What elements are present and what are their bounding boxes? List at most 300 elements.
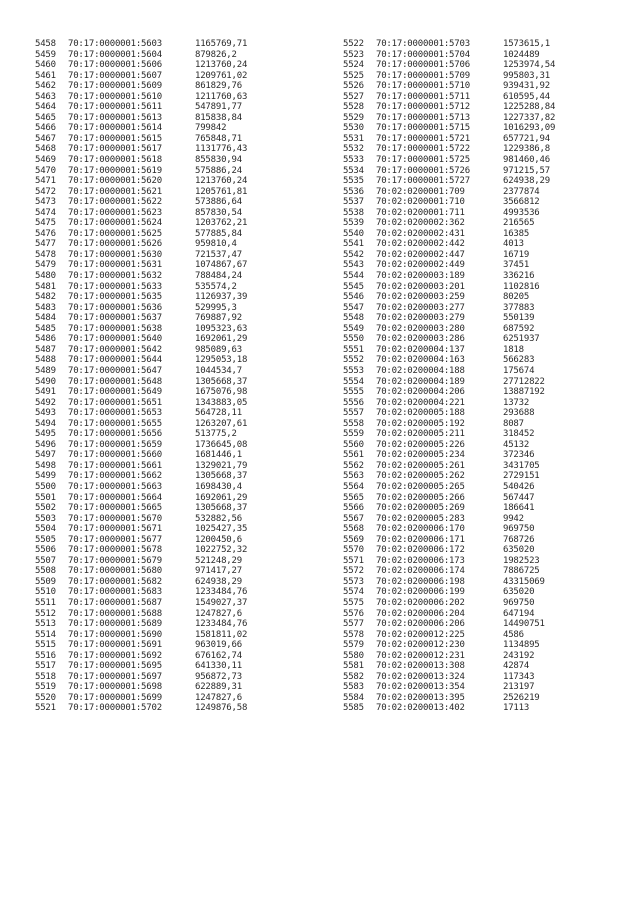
cadastral-number: 70:02:0200002:431 xyxy=(376,228,465,239)
cadastral-number: 70:17:0000001:5619 xyxy=(68,165,162,176)
table-row xyxy=(343,514,555,525)
table-row xyxy=(343,239,555,250)
table-row xyxy=(343,661,555,672)
right-column xyxy=(343,39,555,714)
table-row xyxy=(343,123,555,134)
cadastral-number: 70:17:0000001:5727 xyxy=(376,176,470,187)
table-row xyxy=(343,524,555,535)
cadastral-number: 70:02:0200013:402 xyxy=(376,703,465,714)
cadastral-value: 318452 xyxy=(503,429,535,440)
table-row xyxy=(35,292,247,303)
row-number: 5499 xyxy=(35,471,56,482)
row-number: 5497 xyxy=(35,450,56,461)
row-number: 5459 xyxy=(35,49,56,60)
cadastral-number: 70:17:0000001:5687 xyxy=(68,597,162,608)
cadastral-number: 70:02:0200003:277 xyxy=(376,302,465,313)
row-number: 5522 xyxy=(343,39,364,49)
table-row xyxy=(343,429,555,440)
table-row xyxy=(35,166,247,177)
table-row xyxy=(35,577,247,588)
row-number: 5572 xyxy=(343,566,364,577)
cadastral-number: 70:17:0000001:5661 xyxy=(68,460,162,471)
table-row xyxy=(35,102,247,113)
table-row xyxy=(35,640,247,651)
table-row xyxy=(35,693,247,704)
cadastral-value: 577885,84 xyxy=(195,228,242,239)
cadastral-value: 186641 xyxy=(503,503,535,514)
table-row xyxy=(343,134,555,145)
table-row xyxy=(35,630,247,641)
row-number: 5580 xyxy=(343,650,364,661)
row-number: 5508 xyxy=(35,566,56,577)
cadastral-number: 70:17:0000001:5632 xyxy=(68,271,162,282)
table-row xyxy=(343,440,555,451)
row-number: 5562 xyxy=(343,460,364,471)
table-row xyxy=(343,598,555,609)
row-number: 5490 xyxy=(35,376,56,387)
cadastral-number: 70:02:0200003:189 xyxy=(376,271,465,282)
cadastral-value: 175674 xyxy=(503,365,535,376)
cadastral-number: 70:02:0200004:188 xyxy=(376,365,465,376)
table-row xyxy=(343,187,555,198)
table-row xyxy=(35,113,247,124)
table-row xyxy=(35,619,247,630)
cadastral-number: 70:02:0200002:362 xyxy=(376,218,465,229)
cadastral-value: 13732 xyxy=(503,397,530,408)
cadastral-number: 70:17:0000001:5677 xyxy=(68,534,162,545)
cadastral-number: 70:17:0000001:5635 xyxy=(68,292,162,303)
cadastral-value: 243192 xyxy=(503,650,535,661)
cadastral-number: 70:17:0000001:5689 xyxy=(68,619,162,630)
cadastral-value: 1200450,6 xyxy=(195,534,242,545)
row-number: 5489 xyxy=(35,365,56,376)
cadastral-value: 1211760,63 xyxy=(195,91,248,102)
table-row xyxy=(343,260,555,271)
cadastral-value: 42874 xyxy=(503,661,530,672)
table-row xyxy=(35,345,247,356)
cadastral-number: 70:17:0000001:5606 xyxy=(68,60,162,71)
row-number: 5498 xyxy=(35,460,56,471)
row-number: 5564 xyxy=(343,481,364,492)
cadastral-number: 70:17:0000001:5610 xyxy=(68,91,162,102)
cadastral-value: 3431705 xyxy=(503,460,540,471)
cadastral-number: 70:17:0000001:5659 xyxy=(68,439,162,450)
cadastral-number: 70:02:0200013:308 xyxy=(376,661,465,672)
row-number: 5461 xyxy=(35,70,56,81)
cadastral-value: 4586 xyxy=(503,629,524,640)
table-row xyxy=(343,419,555,430)
cadastral-number: 70:17:0000001:5640 xyxy=(68,334,162,345)
cadastral-value: 1131776,43 xyxy=(195,144,248,155)
cadastral-number: 70:17:0000001:5633 xyxy=(68,281,162,292)
cadastral-value: 1213760,24 xyxy=(195,60,248,71)
cadastral-number: 70:17:0000001:5715 xyxy=(376,123,470,134)
cadastral-value: 1213760,24 xyxy=(195,176,248,187)
cadastral-number: 70:17:0000001:5603 xyxy=(68,39,162,49)
cadastral-value: 13887192 xyxy=(503,387,545,398)
row-number: 5475 xyxy=(35,218,56,229)
cadastral-value: 1698430,4 xyxy=(195,481,242,492)
row-number: 5533 xyxy=(343,155,364,166)
table-row xyxy=(35,398,247,409)
cadastral-number: 70:02:0200006:171 xyxy=(376,534,465,545)
cadastral-value: 721537,47 xyxy=(195,249,242,260)
row-number: 5495 xyxy=(35,429,56,440)
cadastral-value: 879826,2 xyxy=(195,49,237,60)
table-row xyxy=(343,334,555,345)
row-number: 5469 xyxy=(35,155,56,166)
cadastral-number: 70:17:0000001:5695 xyxy=(68,661,162,672)
row-number: 5493 xyxy=(35,408,56,419)
cadastral-value: 540426 xyxy=(503,481,535,492)
row-number: 5509 xyxy=(35,576,56,587)
cadastral-number: 70:02:0200004:137 xyxy=(376,344,465,355)
cadastral-value: 547891,77 xyxy=(195,102,242,113)
row-number: 5472 xyxy=(35,186,56,197)
row-number: 5466 xyxy=(35,123,56,134)
row-number: 5555 xyxy=(343,387,364,398)
table-row xyxy=(35,419,247,430)
cadastral-number: 70:02:0200005:226 xyxy=(376,439,465,450)
row-number: 5551 xyxy=(343,344,364,355)
cadastral-value: 17113 xyxy=(503,703,530,714)
table-row xyxy=(343,535,555,546)
table-row xyxy=(35,493,247,504)
row-number: 5545 xyxy=(343,281,364,292)
cadastral-value: 1247827,6 xyxy=(195,608,242,619)
table-row xyxy=(35,208,247,219)
row-number: 5574 xyxy=(343,587,364,598)
table-row xyxy=(35,81,247,92)
row-number: 5549 xyxy=(343,323,364,334)
cadastral-number: 70:17:0000001:5622 xyxy=(68,197,162,208)
cadastral-value: 857830,54 xyxy=(195,207,242,218)
cadastral-value: 676162,74 xyxy=(195,650,242,661)
table-row xyxy=(35,609,247,620)
table-row xyxy=(343,366,555,377)
cadastral-value: 956872,73 xyxy=(195,671,242,682)
row-number: 5511 xyxy=(35,597,56,608)
table-row xyxy=(35,556,247,567)
table-row xyxy=(343,303,555,314)
table-row xyxy=(343,218,555,229)
cadastral-number: 70:17:0000001:5709 xyxy=(376,70,470,81)
cadastral-number: 70:17:0000001:5611 xyxy=(68,102,162,113)
cadastral-number: 70:02:0200004:163 xyxy=(376,355,465,366)
table-row xyxy=(35,524,247,535)
cadastral-number: 70:17:0000001:5613 xyxy=(68,112,162,123)
cadastral-value: 622889,31 xyxy=(195,682,242,693)
cadastral-number: 70:17:0000001:5704 xyxy=(376,49,470,60)
table-row xyxy=(343,324,555,335)
table-row xyxy=(343,471,555,482)
table-row xyxy=(35,514,247,525)
row-number: 5477 xyxy=(35,239,56,250)
table-row xyxy=(343,503,555,514)
row-number: 5485 xyxy=(35,323,56,334)
cadastral-number: 70:17:0000001:5638 xyxy=(68,323,162,334)
row-number: 5464 xyxy=(35,102,56,113)
cadastral-value: 1818 xyxy=(503,344,524,355)
cadastral-value: 16385 xyxy=(503,228,530,239)
cadastral-value: 959810,4 xyxy=(195,239,237,250)
cadastral-number: 70:17:0000001:5621 xyxy=(68,186,162,197)
cadastral-number: 70:02:0200005:269 xyxy=(376,503,465,514)
row-number: 5583 xyxy=(343,682,364,693)
cadastral-number: 70:17:0000001:5699 xyxy=(68,692,162,703)
table-row xyxy=(35,429,247,440)
row-number: 5553 xyxy=(343,365,364,376)
cadastral-value: 1295053,18 xyxy=(195,355,248,366)
cadastral-value: 1253974,54 xyxy=(503,60,556,71)
cadastral-number: 70:17:0000001:5630 xyxy=(68,249,162,260)
row-number: 5496 xyxy=(35,439,56,450)
table-row xyxy=(35,661,247,672)
table-row xyxy=(343,556,555,567)
cadastral-value: 1227337,82 xyxy=(503,112,556,123)
cadastral-number: 70:02:0200003:279 xyxy=(376,313,465,324)
cadastral-number: 70:17:0000001:5626 xyxy=(68,239,162,250)
row-number: 5517 xyxy=(35,661,56,672)
row-number: 5550 xyxy=(343,334,364,345)
table-row xyxy=(343,630,555,641)
row-number: 5523 xyxy=(343,49,364,60)
table-row xyxy=(343,176,555,187)
table-row xyxy=(35,229,247,240)
cadastral-value: 1549027,37 xyxy=(195,597,248,608)
cadastral-number: 70:02:0200006:173 xyxy=(376,555,465,566)
cadastral-value: 1305668,37 xyxy=(195,471,248,482)
table-row xyxy=(35,566,247,577)
row-number: 5541 xyxy=(343,239,364,250)
table-row xyxy=(343,271,555,282)
cadastral-number: 70:02:0200003:280 xyxy=(376,323,465,334)
cadastral-number: 70:02:0200001:710 xyxy=(376,197,465,208)
table-row xyxy=(343,113,555,124)
row-number: 5494 xyxy=(35,418,56,429)
cadastral-value: 213197 xyxy=(503,682,535,693)
table-row xyxy=(343,482,555,493)
cadastral-value: 2526219 xyxy=(503,692,540,703)
cadastral-number: 70:17:0000001:5725 xyxy=(376,155,470,166)
row-number: 5571 xyxy=(343,555,364,566)
row-number: 5575 xyxy=(343,597,364,608)
row-number: 5487 xyxy=(35,344,56,355)
table-row xyxy=(35,218,247,229)
cadastral-value: 1025427,35 xyxy=(195,524,248,535)
cadastral-value: 513775,2 xyxy=(195,429,237,440)
cadastral-value: 1305668,37 xyxy=(195,503,248,514)
cadastral-value: 532882,56 xyxy=(195,513,242,524)
cadastral-number: 70:02:0200003:259 xyxy=(376,292,465,303)
table-row xyxy=(35,471,247,482)
cadastral-value: 45132 xyxy=(503,439,530,450)
cadastral-number: 70:02:0200012:231 xyxy=(376,650,465,661)
cadastral-value: 3566812 xyxy=(503,197,540,208)
cadastral-number: 70:02:0200012:225 xyxy=(376,629,465,640)
row-number: 5534 xyxy=(343,165,364,176)
table-row xyxy=(343,450,555,461)
row-number: 5569 xyxy=(343,534,364,545)
row-number: 5512 xyxy=(35,608,56,619)
cadastral-value: 80205 xyxy=(503,292,530,303)
row-number: 5531 xyxy=(343,133,364,144)
cadastral-number: 70:17:0000001:5631 xyxy=(68,260,162,271)
table-row xyxy=(343,566,555,577)
table-row xyxy=(343,313,555,324)
cadastral-value: 1074867,67 xyxy=(195,260,248,271)
table-row xyxy=(35,271,247,282)
table-row xyxy=(343,377,555,388)
cadastral-value: 1982523 xyxy=(503,555,540,566)
row-number: 5565 xyxy=(343,492,364,503)
cadastral-number: 70:17:0000001:5691 xyxy=(68,640,162,651)
cadastral-value: 1022752,32 xyxy=(195,545,248,556)
row-number: 5535 xyxy=(343,176,364,187)
table-row xyxy=(35,123,247,134)
cadastral-number: 70:17:0000001:5604 xyxy=(68,49,162,60)
table-row xyxy=(343,355,555,366)
table-row xyxy=(35,313,247,324)
table-row xyxy=(343,672,555,683)
row-number: 5470 xyxy=(35,165,56,176)
cadastral-number: 70:17:0000001:5642 xyxy=(68,344,162,355)
row-number: 5559 xyxy=(343,429,364,440)
row-number: 5500 xyxy=(35,481,56,492)
table-row xyxy=(35,408,247,419)
row-number: 5566 xyxy=(343,503,364,514)
cadastral-number: 70:02:0200013:324 xyxy=(376,671,465,682)
table-row xyxy=(35,50,247,61)
cadastral-number: 70:17:0000001:5620 xyxy=(68,176,162,187)
table-row xyxy=(343,39,555,50)
cadastral-value: 372346 xyxy=(503,450,535,461)
row-number: 5544 xyxy=(343,271,364,282)
cadastral-value: 43315069 xyxy=(503,576,545,587)
table-row xyxy=(35,92,247,103)
table-row xyxy=(35,535,247,546)
row-number: 5476 xyxy=(35,228,56,239)
table-row xyxy=(343,292,555,303)
row-number: 5563 xyxy=(343,471,364,482)
row-number: 5519 xyxy=(35,682,56,693)
cadastral-number: 70:02:0200005:266 xyxy=(376,492,465,503)
row-number: 5465 xyxy=(35,112,56,123)
row-number: 5557 xyxy=(343,408,364,419)
cadastral-value: 1736645,08 xyxy=(195,439,248,450)
cadastral-value: 995803,31 xyxy=(503,70,550,81)
cadastral-value: 567447 xyxy=(503,492,535,503)
cadastral-value: 1165769,71 xyxy=(195,39,248,49)
cadastral-number: 70:17:0000001:5614 xyxy=(68,123,162,134)
cadastral-number: 70:17:0000001:5680 xyxy=(68,566,162,577)
table-row xyxy=(35,197,247,208)
cadastral-value: 7886725 xyxy=(503,566,540,577)
table-row xyxy=(343,682,555,693)
cadastral-number: 70:02:0200001:711 xyxy=(376,207,465,218)
row-number: 5471 xyxy=(35,176,56,187)
cadastral-number: 70:17:0000001:5683 xyxy=(68,587,162,598)
table-row xyxy=(35,366,247,377)
cadastral-value: 939431,92 xyxy=(503,81,550,92)
cadastral-number: 70:17:0000001:5697 xyxy=(68,671,162,682)
cadastral-value: 610595,44 xyxy=(503,91,550,102)
cadastral-number: 70:02:0200004:206 xyxy=(376,387,465,398)
table-row xyxy=(35,334,247,345)
cadastral-number: 70:02:0200003:201 xyxy=(376,281,465,292)
row-number: 5554 xyxy=(343,376,364,387)
table-row xyxy=(343,577,555,588)
cadastral-value: 1233484,76 xyxy=(195,587,248,598)
cadastral-value: 14490751 xyxy=(503,619,545,630)
row-number: 5530 xyxy=(343,123,364,134)
row-number: 5528 xyxy=(343,102,364,113)
table-row xyxy=(35,545,247,556)
cadastral-value: 1573615,1 xyxy=(503,39,550,49)
row-number: 5503 xyxy=(35,513,56,524)
table-row xyxy=(343,197,555,208)
row-number: 5537 xyxy=(343,197,364,208)
cadastral-number: 70:17:0000001:5647 xyxy=(68,365,162,376)
cadastral-value: 1209761,02 xyxy=(195,70,248,81)
row-number: 5584 xyxy=(343,692,364,703)
cadastral-value: 765848,71 xyxy=(195,133,242,144)
cadastral-value: 624938,29 xyxy=(195,576,242,587)
table-row xyxy=(35,282,247,293)
table-row xyxy=(35,503,247,514)
cadastral-number: 70:17:0000001:5663 xyxy=(68,481,162,492)
row-number: 5540 xyxy=(343,228,364,239)
table-row xyxy=(343,651,555,662)
cadastral-number: 70:17:0000001:5711 xyxy=(376,91,470,102)
cadastral-number: 70:17:0000001:5617 xyxy=(68,144,162,155)
cadastral-number: 70:17:0000001:5609 xyxy=(68,81,162,92)
cadastral-number: 70:17:0000001:5660 xyxy=(68,450,162,461)
table-row xyxy=(343,81,555,92)
cadastral-number: 70:17:0000001:5662 xyxy=(68,471,162,482)
cadastral-number: 70:02:0200013:354 xyxy=(376,682,465,693)
cadastral-value: 4993536 xyxy=(503,207,540,218)
cadastral-value: 1203762,21 xyxy=(195,218,248,229)
row-number: 5505 xyxy=(35,534,56,545)
table-row xyxy=(35,651,247,662)
row-number: 5521 xyxy=(35,703,56,714)
cadastral-value: 37451 xyxy=(503,260,530,271)
cadastral-value: 1249876,58 xyxy=(195,703,248,714)
cadastral-number: 70:02:0200005:234 xyxy=(376,450,465,461)
cadastral-number: 70:02:0200005:283 xyxy=(376,513,465,524)
cadastral-value: 1343883,05 xyxy=(195,397,248,408)
cadastral-number: 70:17:0000001:5625 xyxy=(68,228,162,239)
row-number: 5561 xyxy=(343,450,364,461)
cadastral-number: 70:17:0000001:5644 xyxy=(68,355,162,366)
table-row xyxy=(35,377,247,388)
cadastral-number: 70:02:0200006:199 xyxy=(376,587,465,598)
cadastral-value: 1681446,1 xyxy=(195,450,242,461)
cadastral-number: 70:17:0000001:5706 xyxy=(376,60,470,71)
table-row xyxy=(343,493,555,504)
table-row xyxy=(35,144,247,155)
cadastral-value: 8087 xyxy=(503,418,524,429)
cadastral-value: 1229386,8 xyxy=(503,144,550,155)
table-row xyxy=(343,208,555,219)
row-number: 5568 xyxy=(343,524,364,535)
cadastral-value: 799842 xyxy=(195,123,227,134)
cadastral-value: 9942 xyxy=(503,513,524,524)
table-row xyxy=(35,703,247,714)
cadastral-number: 70:17:0000001:5678 xyxy=(68,545,162,556)
table-row xyxy=(35,39,247,50)
